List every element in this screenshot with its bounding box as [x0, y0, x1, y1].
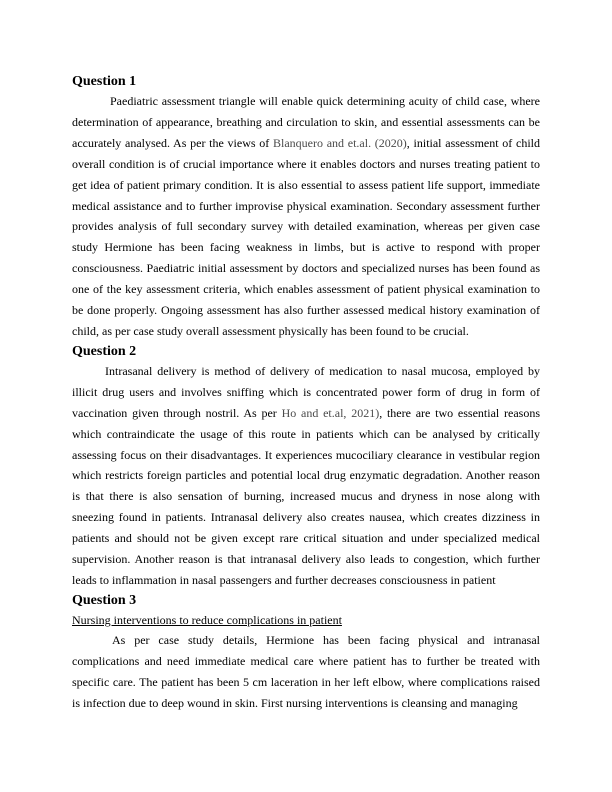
question-1-citation: Blanquero and et.al. (2020)	[273, 135, 407, 150]
question-2-heading: Question 2	[72, 343, 137, 359]
question-3-subheading: Nursing interventions to reduce complications in patient	[72, 612, 342, 627]
question-2-text-a: Intrasanal delivery is method of delivery of medication to nasal mucosa, employed by illicit drug users and involves sniffing which is concentrated power form of drug in form of vaccination given through nostril. As per	[72, 363, 540, 420]
question-2-paragraph	[72, 361, 540, 591]
question-1-text-a: Paediatric assessment triangle will enable quick determining acuity of child case, where determination of appearance, breathing and circulation to skin, and essential assessments can be accurately analysed. As per the views of	[72, 94, 540, 150]
question-3-paragraph: As per case study details, Hermione has been facing physical and intranasal complications and need immediate medical care where patient has to further be treated with specific care. The patient has been 5 cm laceration in her left elbow, where complications raised is infection due to deep wound in skin. First nursing interventions is cleansing and managing	[72, 632, 540, 710]
document-body	[72, 72, 540, 713]
question-2-text-b: , there are two essential reasons which contraindicate the usage of this route in patients which can be analysed by critically assessing focus on their disadvantages. It experiences mucociliary clearance in vestibular region which restricts foreign particles and potential local drug enzymatic degradation. Another reason is that there is also sensation of burning, increased mucus and dryness in nose along with sneezing found in patients. Intranasal delivery also creates nausea, which creates dizziness in patients and should not be given except rare critical situation and under specialized medical supervision. Another reason is that intranasal delivery also leads to congestion, which further leads to inflammation in nasal passengers and further decreases consciousness in patient	[72, 405, 540, 587]
question-1-paragraph	[72, 91, 540, 342]
question-3-heading: Question 3	[72, 592, 137, 608]
question-2-citation: Ho and et.al, 2021)	[281, 405, 380, 420]
question-1-text-b: , initial assessment of child overall condition is of crucial importance where it enables doctors and nurses treating patient to get idea of patient primary condition. It is also essential to assess patient life support, immediate medical assistance and to further improvise physical examination. Secondary assessment further provides analysis of full secondary survey with detailed examination, whereas per given case study Hermione has been facing weakness in limbs, but is active to respond with proper consciousness. Paediatric initial assessment by doctors and specialized nurses has been found as one of the key assessment criteria, which enables assessment of patient physical examination to be done properly. Ongoing assessment has also further assessed medical history examination of child, as per case study overall assessment physically has been found to be crucial.	[72, 135, 541, 338]
question-1-heading: Question 1	[72, 74, 137, 89]
